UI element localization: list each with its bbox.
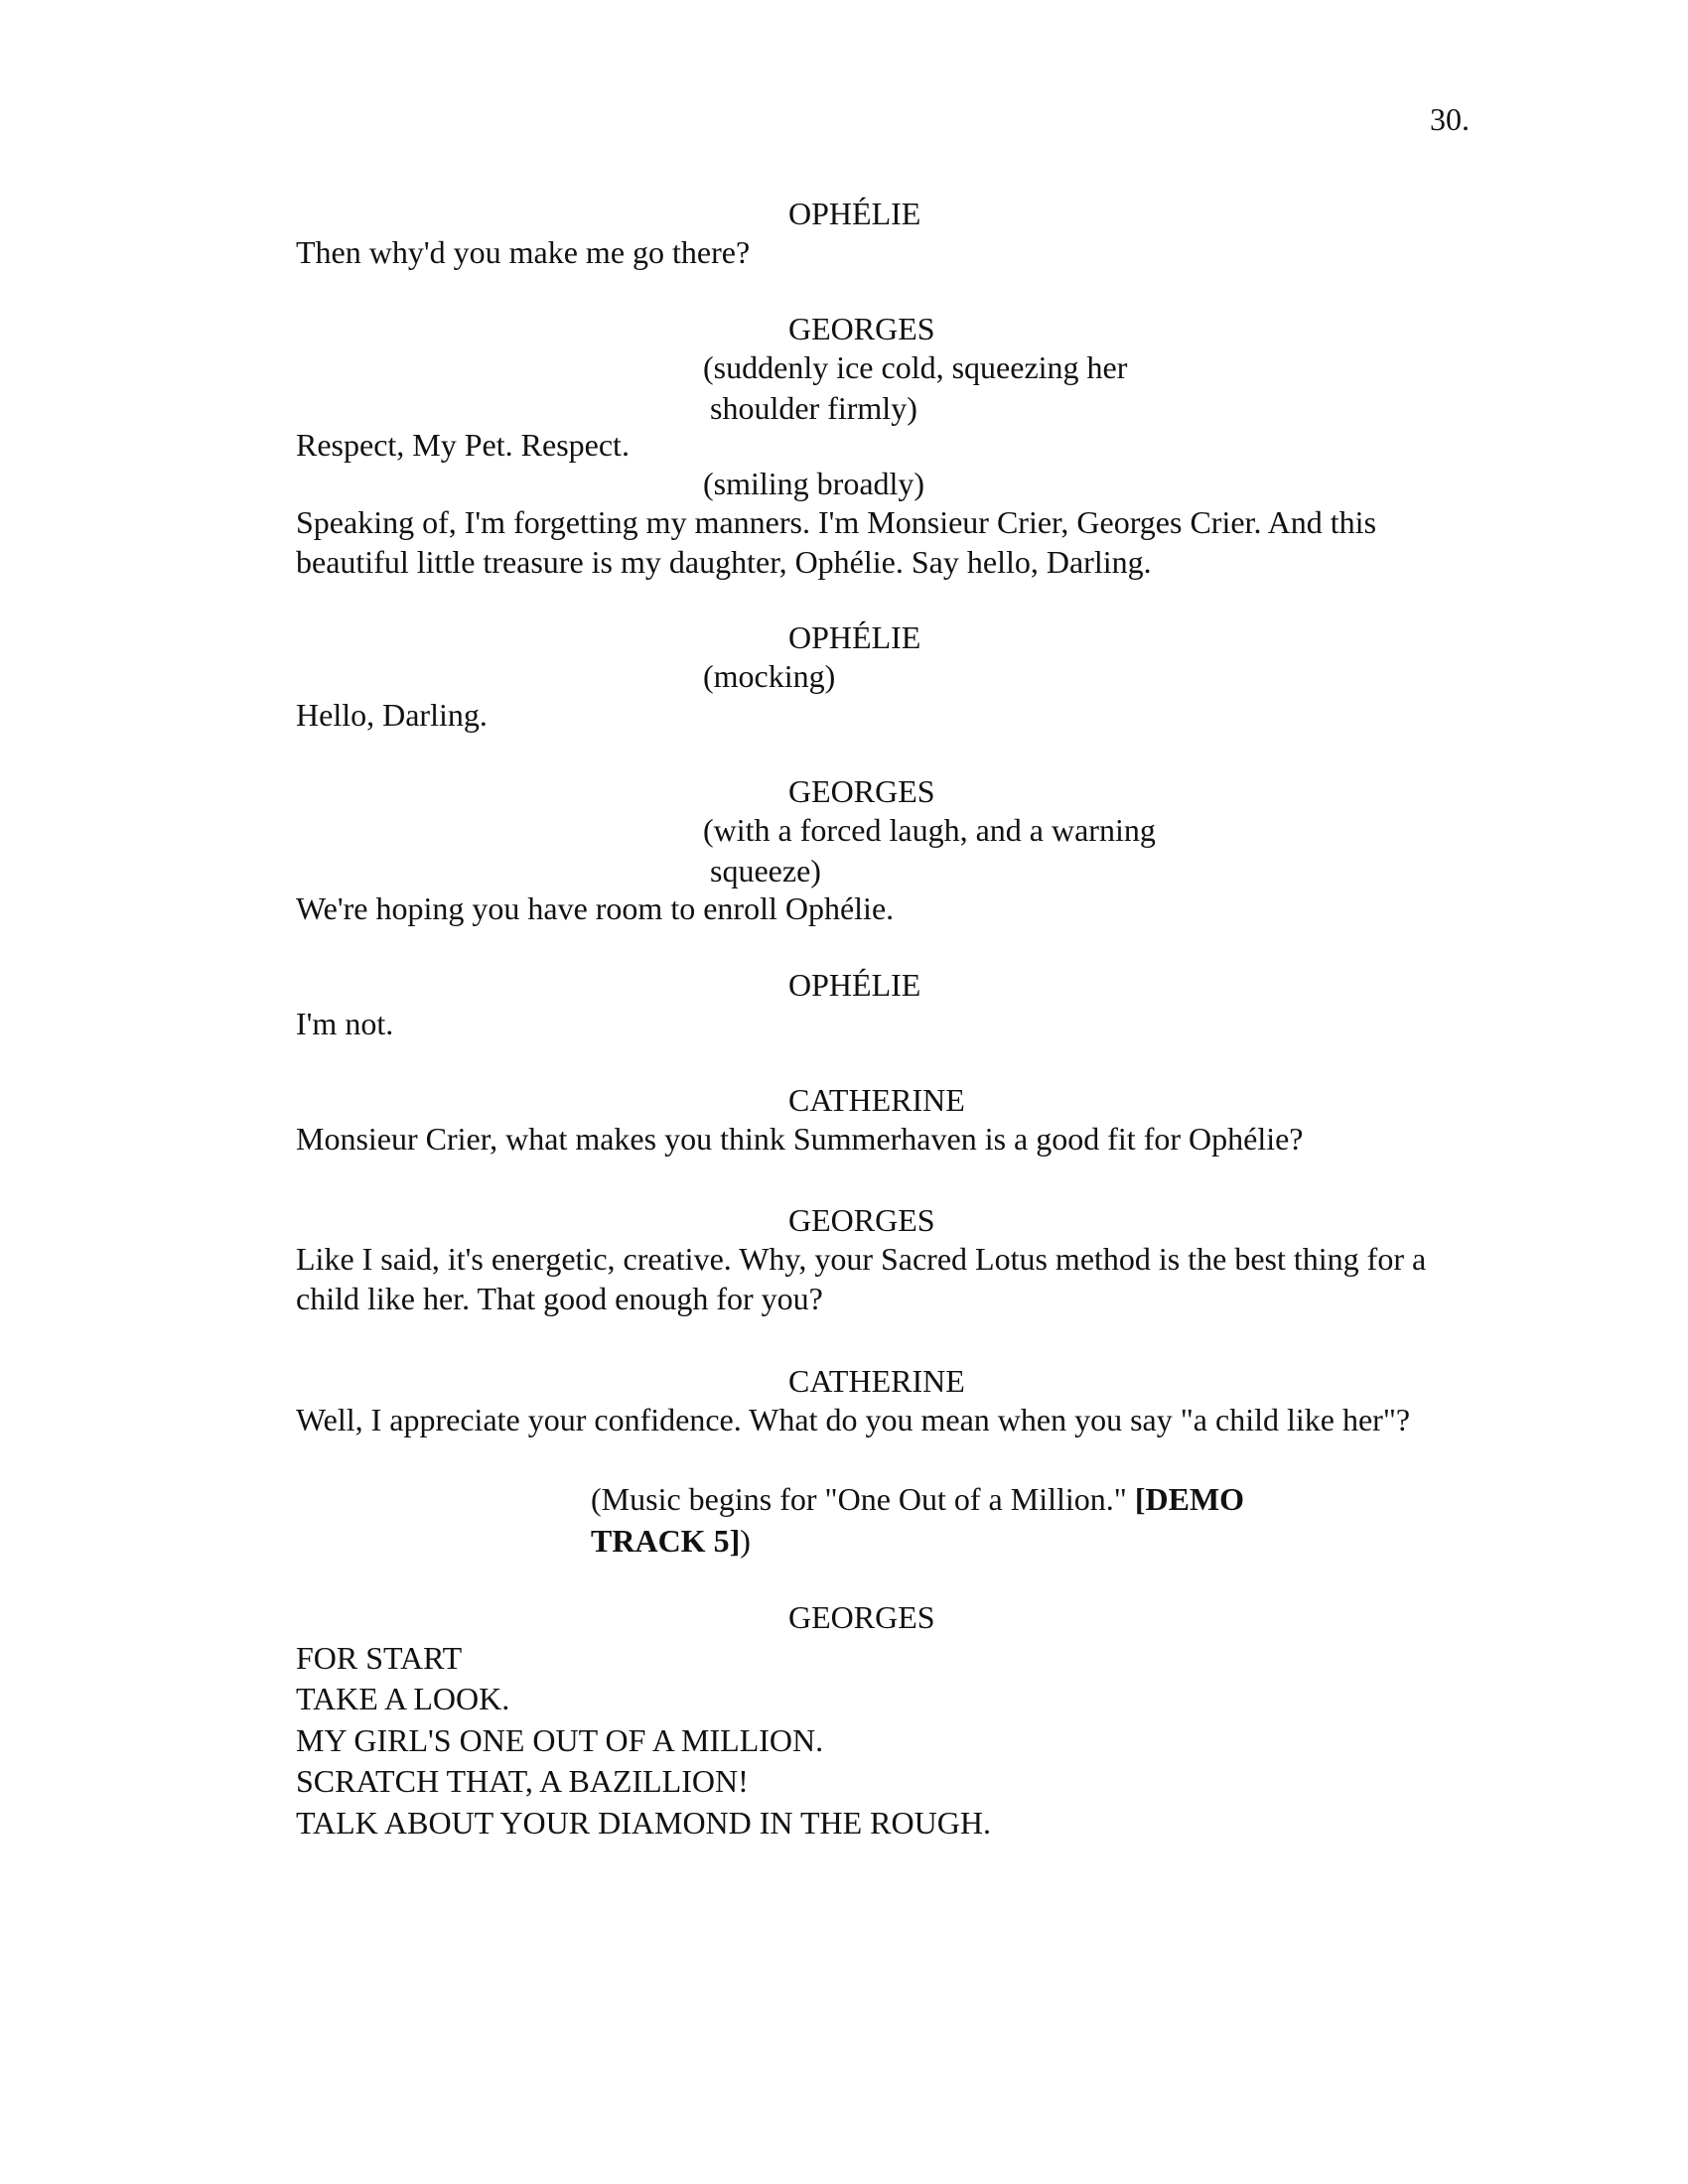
stage-direction-text: (Music begins for "One Out of a Million." [591, 1481, 1135, 1517]
lyric-line: TALK ABOUT YOUR DIAMOND IN THE ROUGH. [296, 1805, 991, 1841]
character-name: OPHÉLIE [788, 619, 921, 655]
dialogue-line: Then why'd you make me go there? [296, 234, 751, 270]
dialogue-line: We're hoping you have room to enroll Ophélie. [296, 890, 895, 926]
stage-direction-text: ) [740, 1523, 751, 1559]
parenthetical: shoulder firmly) [710, 390, 917, 426]
dialogue-line: beautiful little treasure is my daughter, Ophélie. Say hello, Darling. [296, 544, 1152, 580]
lyric-line: TAKE A LOOK. [296, 1681, 510, 1716]
character-name: OPHÉLIE [788, 196, 921, 231]
dialogue-line: Like I said, it's energetic, creative. Why, your Sacred Lotus method is the best thing for a [296, 1241, 1427, 1277]
character-name: CATHERINE [788, 1363, 965, 1399]
character-name: CATHERINE [788, 1082, 965, 1118]
lyric-line: FOR START [296, 1640, 463, 1676]
dialogue-line: Hello, Darling. [296, 697, 488, 733]
page-number: 30. [1430, 101, 1470, 137]
dialogue-line: Speaking of, I'm forgetting my manners. I'm Monsieur Crier, Georges Crier. And this [296, 504, 1377, 540]
character-name: OPHÉLIE [788, 967, 921, 1003]
character-name: GEORGES [788, 1202, 935, 1238]
dialogue-line: Monsieur Crier, what makes you think Summerhaven is a good fit for Ophélie? [296, 1121, 1304, 1157]
parenthetical: (with a forced laugh, and a warning [703, 812, 1156, 848]
parenthetical: (mocking) [703, 658, 836, 694]
dialogue-line: child like her. That good enough for you? [296, 1281, 823, 1316]
dialogue-line: Well, I appreciate your confidence. What do you mean when you say "a child like her"? [296, 1402, 1411, 1437]
parenthetical: (suddenly ice cold, squeezing her [703, 349, 1128, 385]
demo-track-label: TRACK 5] [591, 1523, 741, 1559]
stage-direction [591, 1521, 751, 1561]
demo-track-label: [DEMO [1134, 1481, 1245, 1517]
dialogue-line: Respect, My Pet. Respect. [296, 427, 630, 463]
stage-direction [591, 1479, 1244, 1519]
dialogue-line: I'm not. [296, 1006, 394, 1041]
character-name: GEORGES [788, 311, 935, 346]
character-name: GEORGES [788, 1599, 935, 1635]
parenthetical: (smiling broadly) [703, 466, 925, 501]
lyric-line: SCRATCH THAT, A BAZILLION! [296, 1763, 749, 1799]
parenthetical: squeeze) [710, 853, 821, 888]
lyric-line: MY GIRL'S ONE OUT OF A MILLION. [296, 1722, 824, 1758]
character-name: GEORGES [788, 773, 935, 809]
